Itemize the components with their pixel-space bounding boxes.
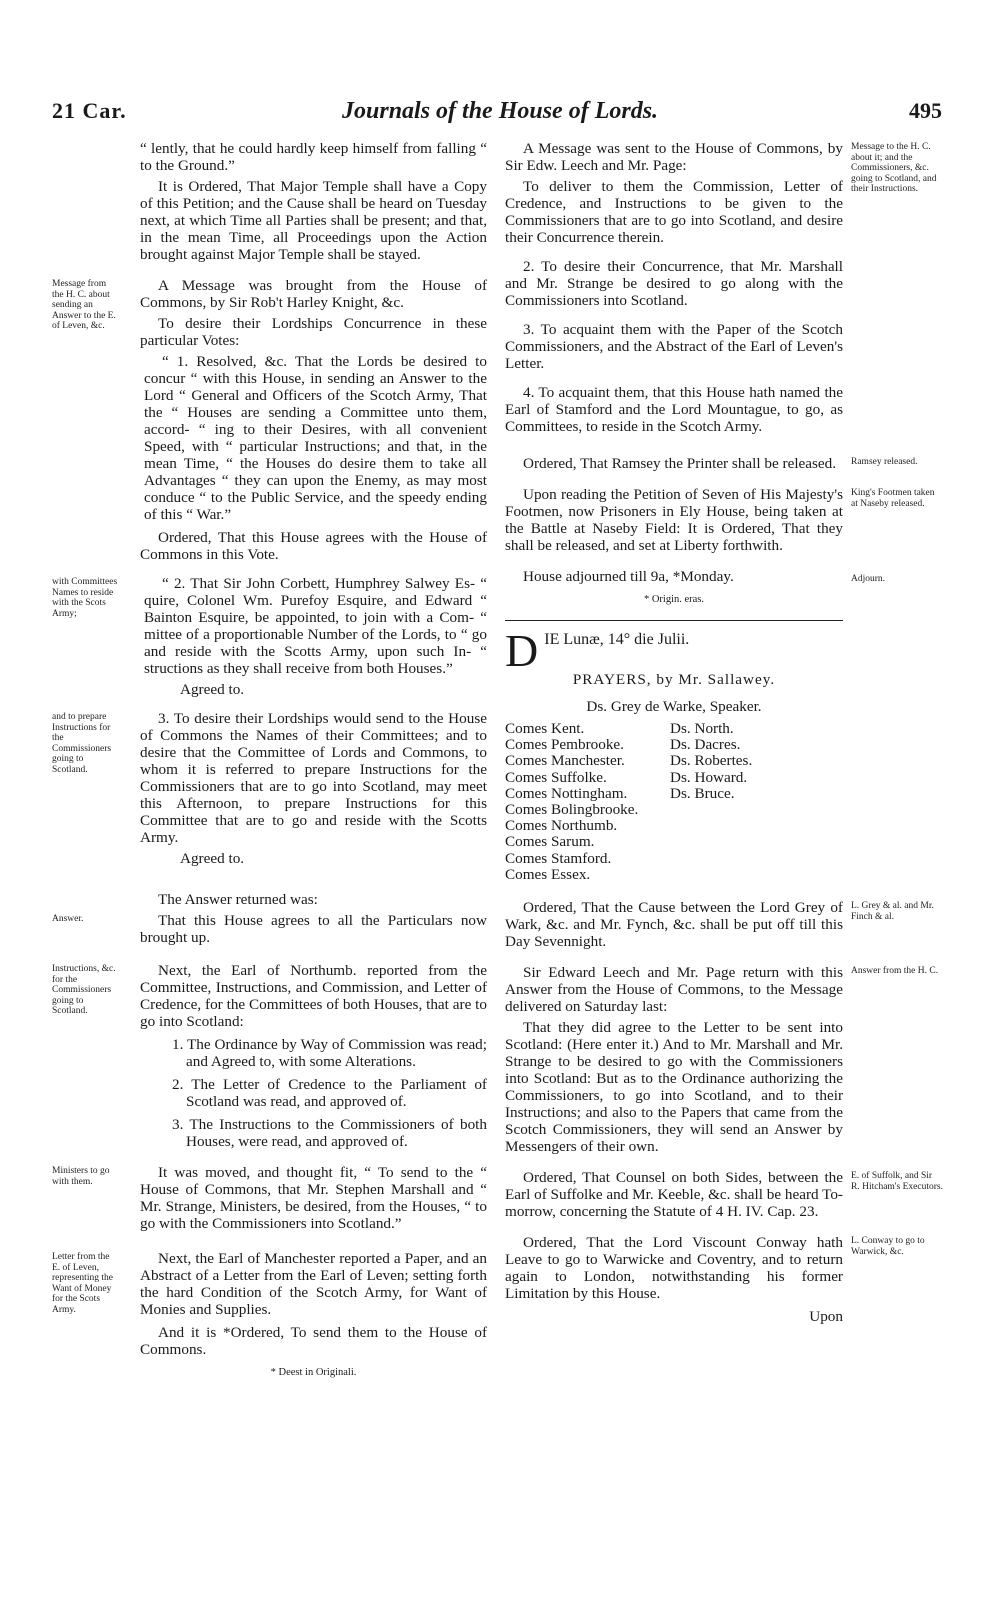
message-item-3: 3. To acquaint them with the Paper of the Scotch Commissioners, and the Abstract of the Earl of Leven's Letter.: [505, 321, 843, 372]
margin-note: and to prepare Instructions for the Commissioners going to Scotland.: [52, 712, 112, 775]
peer-entry: Ds. Dacres.: [670, 736, 741, 754]
grey-block: [505, 899, 943, 950]
margin-note: Letter from the E. of Leven, representing the Want of Money for the Scots Army.: [52, 1252, 113, 1315]
answer-block: [52, 891, 487, 946]
footnote: * Deest in Originali.: [270, 1367, 357, 1378]
margin-note: Answer from the H. C.: [851, 966, 939, 977]
message-item-1: To deliver to them the Commission, Letter of Credence, and Instructions to be given to the Commissioners that are to go into Scotland, and desire their Concurrence therein.: [505, 178, 843, 246]
peer-entry: Comes Suffolke.: [505, 768, 607, 786]
report-item-2: 2. The Letter of Credence to the Parliament of Scotland was read, and approved of.: [172, 1076, 487, 1110]
margin-note: Adjourn.: [851, 574, 886, 584]
margin-note: with Committees Names to reside with the Scots Army;: [52, 577, 118, 619]
peer-entry: Comes Kent.: [505, 720, 585, 737]
right-column: [505, 140, 943, 1335]
margin-note: Message to the H. C. about it; and the Commissioners, &c. going to Scotland, and their Instructions.: [851, 142, 937, 194]
page-number: 495: [909, 98, 942, 123]
conway-order: Ordered, That the Lord Viscount Conway hath Leave to go to Warwicke and Coventry, and to return again to London, notwithstanding his former Limitation by this House.: [505, 1234, 843, 1303]
ministers-block: [52, 1164, 487, 1232]
ministers-motion: It was moved, and thought fit, “ To send to the “ House of Commons, that Mr. Stephen Marshall and “ Mr. Strange, Ministers, be desired, from the Houses, “ to go with the Commissioners into Scotland.”: [140, 1164, 487, 1232]
report-item-1: 1. The Ordinance by Way of Commission was read; and Agreed to, with some Alterations.: [172, 1036, 487, 1070]
message-item-2: 2. To desire their Concurrence, that Mr. Marshall and Mr. Strange be desired to go along with the Commissioners into Scotland.: [505, 258, 843, 309]
peer-entry: Comes Pembrooke.: [505, 736, 624, 754]
message-sent: A Message was sent to the House of Commons, by Sir Edw. Leech and Mr. Page:: [505, 140, 843, 174]
margin-note: Answer.: [52, 914, 84, 924]
temple-order: It is Ordered, That Major Temple shall have a Copy of this Petition; and the Cause shall be heard on Tuesday next, at which Time all Parties shall be present; and that, in the mean Time, all Proceedings upon the Action brought against Major Temple shall be stayed.: [140, 178, 487, 263]
margin-note: King's Footmen taken at Naseby released.: [851, 488, 935, 509]
message-item-block: [505, 384, 943, 435]
leven-letter-block: [52, 1250, 487, 1381]
page-header: [52, 98, 942, 130]
comes-column: [505, 721, 670, 883]
day-heading: [505, 625, 943, 676]
left-column: [52, 140, 487, 1391]
footnote: * Origin. eras.: [643, 594, 705, 605]
report-item-3: 3. The Instructions to the Commissioners of both Houses, were read, and approved of.: [172, 1116, 487, 1150]
answer-intro: The Answer returned was:: [158, 891, 318, 908]
footmen-block: [505, 486, 943, 554]
message-intro: A Message was brought from the House of Commons, by Sir Rob't Harley Knight, &c.: [140, 277, 487, 311]
vote-1: “ 1. Resolved, &c. That the Lords be desired to concur “ with this House, in sending an Answer to the Lord “ General and Officers of the Scotch Army, That the “ Houses are sending a Committee unto them, accord- “ ing to their Desires, with all convenient Speed, with “ particular Instructions; and that, in the mean Time, “ the Houses do desire them to take all Advantages “ they can upon the Enemy, as may most conduce “ to the Public Service, and the speedy ending of this “ War.”: [144, 353, 487, 523]
commons-answer-block: [505, 964, 943, 1155]
message-sent-block: [505, 140, 943, 246]
peer-entry: Comes Essex.: [505, 865, 591, 883]
peer-entry: Ds. Robertes.: [670, 752, 753, 770]
message-item-4: 4. To acquaint them, that this House hath named the Earl of Stamford and the Lord Mountague, to go, as Committees, to reside in the Scotch Army.: [505, 384, 843, 435]
manchester-report: Next, the Earl of Manchester reported a Paper, and an Abstract of a Letter from the Earl of Leven; setting forth the hard Condition of the Scotch Army, for Want of Monies and Supplies.: [140, 1250, 487, 1318]
message-desire: To desire their Lordships Concurrence in these particular Votes:: [140, 315, 487, 349]
drop-cap: D: [505, 625, 539, 676]
commons-answer: That they did agree to the Letter to be sent into Scotland: (Here enter it.) And to Mr. Marshall and Mr. Strange to be desired to go with the Commissioners into Scotland: But as to the Ordinance authorizing the Commissioners, to go into Scotland, and to their Instructions; and also to the Papers that came from the Scotch Commissioners, they will send an Answer by Messengers of their own.: [505, 1019, 843, 1156]
margin-note: Instructions, &c. for the Commissioners going to Scotland.: [52, 964, 116, 1016]
vote-3: 3. To desire their Lordships would send to the House of Commons the Names of their Committees; and to desire that the Committee of Lords and Commons, to whom it is referred to prepare Instructions for the Commissioners that are to go into Scotland, may meet this Afternoon, to prepare Instructions for this Committee that are to go and reside with the Scotts Army.: [140, 710, 487, 846]
continuation-block: [52, 140, 487, 263]
peer-entry: Ds. North.: [670, 720, 734, 737]
vote-2: “ 2. That Sir John Corbett, Humphrey Salwey Es- “ quire, Colonel Wm. Purefoy Esquire, and Edward “ Bainton Esquire, be appointed, to join with a Com- “ mittee of a proportionable Number of the Lords, to “ go and reside with the Scotts Army, upon such In- “ structions as they shall receive from both Houses.”: [144, 575, 487, 677]
peer-entry: Comes Bolingbrooke.: [505, 801, 639, 819]
peer-entry: Comes Nottingham.: [505, 784, 628, 802]
order-agrees: Ordered, That this House agrees with the House of Commons in this Vote.: [140, 529, 487, 563]
section-rule: [505, 620, 843, 621]
prayers-line: PRAYERS, by Mr. Sallawey.: [572, 671, 776, 688]
speaker-line: Ds. Grey de Warke, Speaker.: [586, 698, 762, 715]
adjourned-text: House adjourned till 9a, *Monday.: [523, 568, 734, 585]
ramsey-block: [505, 455, 943, 472]
margin-note: Ramsey released.: [851, 457, 918, 467]
vote-3-block: [52, 710, 487, 867]
adjourn-block: [505, 568, 943, 608]
northumb-report: Next, the Earl of Northumb. reported from the Committee, Instructions, and Commission, and Letter of Credence, for the Committees of both Houses, that are to go into Scotland:: [140, 962, 487, 1030]
margin-note: Ministers to go with them.: [52, 1166, 110, 1187]
suffolk-order: Ordered, That Counsel on both Sides, between the Earl of Suffolke and Mr. Keeble, &c. shall be heard To-morrow, concerning the Statute of 4 H. IV. Cap. 23.: [505, 1169, 843, 1221]
message-item-block: [505, 258, 943, 309]
day-heading-text: IE Lunæ, 14° die Julii.: [544, 631, 690, 648]
order-send: And it is *Ordered, To send them to the House of Commons.: [140, 1324, 487, 1358]
running-title: Journals of the House of Lords.: [342, 98, 659, 124]
margin-note: Message from the H. C. about sending an Answer to the E. of Leven, &c.: [52, 279, 116, 331]
ramsey-order: Ordered, That Ramsey the Printer shall be released.: [523, 455, 837, 472]
peer-entry: Ds. Howard.: [670, 768, 748, 786]
vote-2-block: [52, 575, 487, 698]
regnal-year: 21 Car.: [52, 98, 127, 123]
peer-entry: Comes Sarum.: [505, 833, 595, 851]
commons-message-block: [52, 277, 487, 563]
continued-text: “ lently, that he could hardly keep himself from falling “ to the Ground.”: [140, 140, 487, 174]
margin-note: L. Grey & al. and Mr. Finch & al.: [851, 901, 934, 922]
margin-note: L. Conway to go to Warwick, &c.: [851, 1236, 925, 1257]
peer-entry: Comes Northumb.: [505, 817, 618, 835]
margin-note: E. of Suffolk, and Sir R. Hitcham's Executors.: [851, 1171, 943, 1192]
catchword: Upon: [809, 1308, 843, 1326]
peer-entry: Comes Manchester.: [505, 752, 625, 770]
grey-order: Ordered, That the Cause between the Lord Grey of Wark, &c. and Mr. Fynch, &c. shall be put off till this Day Sevennight.: [505, 899, 843, 951]
suffolk-block: [505, 1169, 943, 1220]
peer-entry: Comes Stamford.: [505, 849, 612, 867]
agreed-to: Agreed to.: [180, 850, 245, 867]
lords-column: [670, 721, 835, 883]
agreed-to: Agreed to.: [180, 681, 245, 698]
instructions-block: [52, 962, 487, 1150]
answer-text: That this House agrees to all the Particulars now brought up.: [140, 912, 487, 946]
attendance-list: [505, 721, 835, 883]
message-item-block: [505, 321, 943, 372]
peer-entry: Ds. Bruce.: [670, 784, 735, 802]
conway-block: [505, 1234, 943, 1325]
leech-return: Sir Edward Leech and Mr. Page return with this Answer from the House of Commons, to the Message delivered on Saturday last:: [505, 964, 843, 1016]
footmen-order: Upon reading the Petition of Seven of His Majesty's Footmen, now Prisoners in Ely House, being taken at the Battle at Naseby Field: It is Ordered, That they shall be released, and set at Liberty forthwith.: [505, 486, 843, 554]
